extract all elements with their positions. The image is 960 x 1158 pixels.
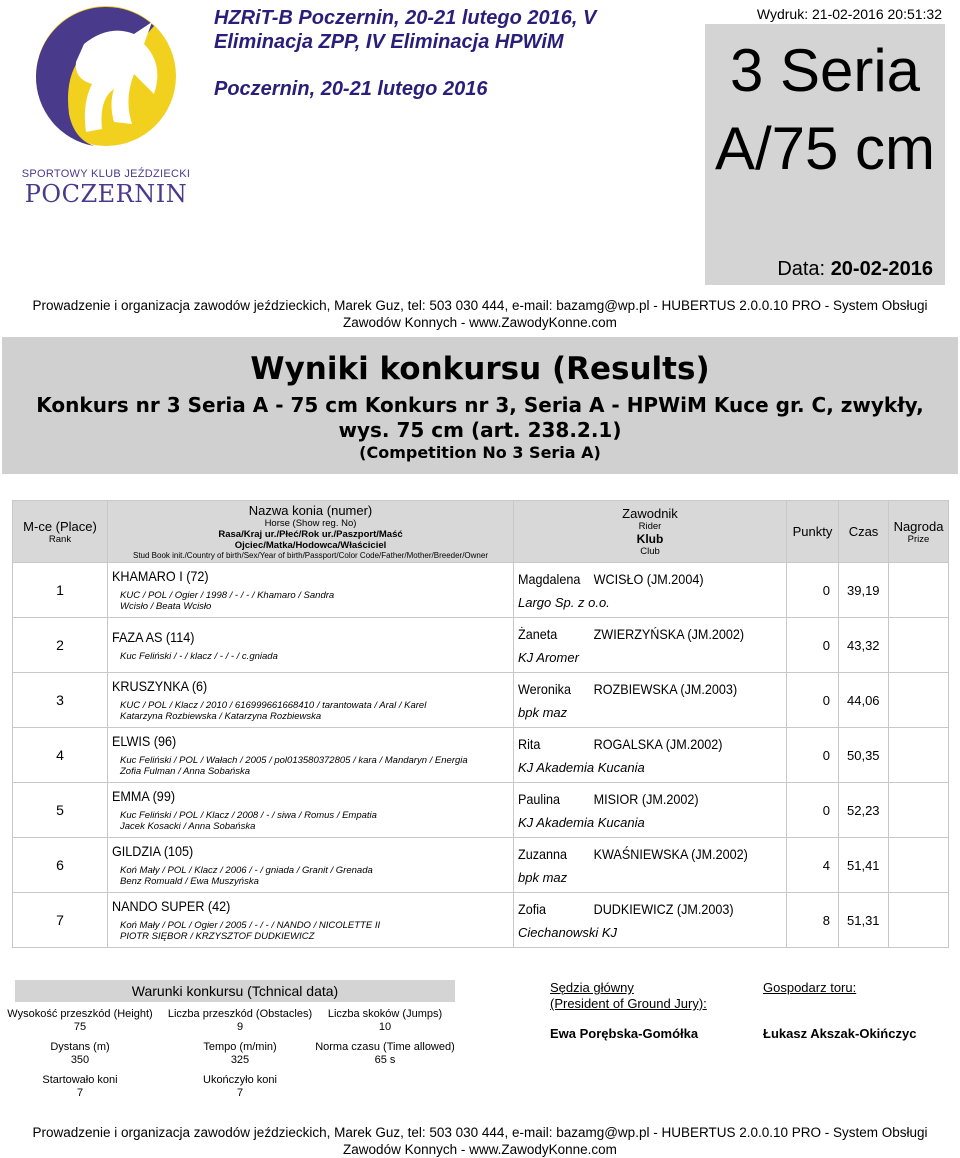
horse-details xyxy=(120,590,513,612)
rider-name xyxy=(518,626,759,642)
time-cell xyxy=(839,618,889,673)
rank: 3 xyxy=(56,692,64,708)
organizer-line2-bottom: Zawodów Konnych - www.ZawodyKonne.com xyxy=(343,1142,617,1157)
competition-number: (Competition No 3 Seria A) xyxy=(359,443,601,462)
event-subtitle: Poczernin, 20-21 lutego 2016 xyxy=(214,78,488,100)
rank: 4 xyxy=(56,747,64,763)
horse-name xyxy=(112,898,230,914)
horse-title: GILDZIA xyxy=(112,843,161,859)
horse-name xyxy=(112,629,194,645)
points-cell xyxy=(787,563,839,618)
points-cell xyxy=(787,618,839,673)
technical-data-title: Warunki konkursu (Tchnical data) xyxy=(15,980,455,1002)
time-cell xyxy=(839,563,889,618)
tech-distance-value: 350 xyxy=(70,1054,90,1066)
tech-time-allowed-value: 65 s xyxy=(374,1054,396,1066)
horse-name xyxy=(112,843,193,859)
horse-title: KRUSZYNKA xyxy=(112,678,189,694)
header-club-sub: Club xyxy=(640,546,660,557)
points: 4 xyxy=(822,857,830,873)
horse-name xyxy=(112,678,207,694)
rank-cell xyxy=(13,618,108,673)
header-horse-owner: Ojciec/Matka/Hodowca/Właściciel xyxy=(234,540,387,551)
horse-title: FAZA AS xyxy=(112,628,163,645)
points: 0 xyxy=(822,692,830,708)
rider-cell xyxy=(514,893,787,948)
prize-cell xyxy=(889,728,949,783)
header-rider-sub: Rider xyxy=(638,521,662,532)
rider-first-name: Rita xyxy=(518,735,541,752)
competition-name: Konkurs nr 3 Seria A - 75 cm Konkurs nr 3, Seria A - HPWiM Kuce gr. C, zwykły, wys. 75 cm (art. 238.2.1) xyxy=(36,393,924,442)
rider-last-name: DUDKIEWICZ (JM.2003) xyxy=(593,900,734,917)
tech-finished-label: Ukończyło koni xyxy=(203,1074,277,1086)
organizer-line1: Prowadzenie i organizacja zawodów jeździeckich, Marek Guz, tel: 503 030 444, e-mail: bazamg@wp.pl - HUBERTUS 2.0.0.10 PRO - System Obsługi xyxy=(32,298,928,313)
rider-name xyxy=(518,681,759,697)
judge-name: Ewa Porębska-Gomółka xyxy=(550,1026,699,1041)
course-designer-label: Gospodarz toru: xyxy=(763,980,857,995)
results-title: Wyniki konkursu (Results) xyxy=(250,351,710,387)
rank: 5 xyxy=(56,802,64,818)
judge-label xyxy=(550,980,707,1012)
tech-tempo-value: 325 xyxy=(230,1054,250,1066)
club-name: Largo Sp. z o.o. xyxy=(518,594,610,610)
horse-cell xyxy=(108,618,514,673)
header-prize-label: Nagroda xyxy=(893,518,944,534)
time: 44,06 xyxy=(847,692,880,708)
time: 51,31 xyxy=(847,912,880,928)
rider-cell xyxy=(514,838,787,893)
time-cell xyxy=(839,893,889,948)
horse-cell xyxy=(108,563,514,618)
rider-last-name: ZWIERZYŃSKA (JM.2002) xyxy=(593,625,745,642)
time: 52,23 xyxy=(847,802,880,818)
horse-logo-icon xyxy=(14,4,194,169)
header-points-label: Punkty xyxy=(792,524,833,539)
time: 51,41 xyxy=(847,857,880,873)
horse-details-line1: KUC / POL / Klacz / 2010 / 616999661668410 / tarantowata / Aral / Karel xyxy=(120,700,427,711)
rider-last-name: KWAŚNIEWSKA (JM.2002) xyxy=(593,845,748,862)
points-cell xyxy=(787,838,839,893)
tech-tempo-label: Tempo (m/min) xyxy=(203,1041,277,1053)
horse-details-line1: Kuc Feliński / POL / Klacz / 2008 / - / siwa / Romus / Empatia xyxy=(120,810,377,821)
points: 0 xyxy=(822,747,830,763)
technical-data xyxy=(7,980,455,1112)
club-name: KJ Aromer xyxy=(518,649,579,665)
points-cell xyxy=(787,673,839,728)
prize-cell xyxy=(889,673,949,728)
club-name: Ciechanowski KJ xyxy=(518,924,617,940)
rider-name xyxy=(518,791,759,807)
tech-height-label: Wysokość przeszkód (Height) xyxy=(7,1008,153,1020)
tech-tempo xyxy=(165,1041,315,1067)
rider-name xyxy=(518,846,759,862)
points: 8 xyxy=(822,912,830,928)
rider-cell xyxy=(514,673,787,728)
horse-details xyxy=(120,755,513,777)
tech-finished-value: 7 xyxy=(236,1087,244,1099)
horse-details xyxy=(120,651,513,662)
tech-started-label: Startowało koni xyxy=(42,1074,118,1086)
prize-cell xyxy=(889,783,949,838)
horse-details xyxy=(120,865,513,887)
horse-details xyxy=(120,810,513,832)
club-name: bpk maz xyxy=(518,704,568,720)
time-cell xyxy=(839,728,889,783)
time: 50,35 xyxy=(847,747,880,763)
rank-cell xyxy=(13,783,108,838)
rider-first-name: Zofia xyxy=(518,900,547,917)
horse-details-line1: Kuc Feliński / POL / Wałach / 2005 / pol013580372805 / kara / Mandaryn / Energia xyxy=(120,755,468,766)
horse-name xyxy=(112,733,176,749)
header-horse-label: Nazwa konia (numer) xyxy=(248,503,373,518)
judge-label-line1: Sędzia główny xyxy=(550,980,634,995)
rank-cell xyxy=(13,563,108,618)
rider-last-name: ROZBIEWSKA (JM.2003) xyxy=(593,680,738,697)
logo-caption-name: POCZERNIN xyxy=(24,180,188,208)
tech-obstacles-value: 9 xyxy=(236,1021,244,1033)
horse-details-line2: Katarzyna Rozbiewska / Katarzyna Rozbiewska xyxy=(120,711,322,722)
rider-cell xyxy=(514,563,787,618)
tech-started xyxy=(5,1074,155,1100)
rank-cell xyxy=(13,728,108,783)
horse-name xyxy=(112,788,175,804)
rider-name xyxy=(518,571,759,587)
horse-number: (72) xyxy=(186,568,209,584)
horse-cell xyxy=(108,728,514,783)
horse-details-line2: Wcisło / Beata Wcisło xyxy=(120,601,212,612)
tech-obstacles-label: Liczba przeszkód (Obstacles) xyxy=(167,1008,313,1020)
table-row xyxy=(13,783,949,838)
organizer-line2: Zawodów Konnych - www.ZawodyKonne.com xyxy=(343,315,617,330)
time: 43,32 xyxy=(847,637,880,653)
rider-first-name: Magdalena xyxy=(518,570,581,587)
horse-number: (96) xyxy=(153,733,177,749)
time-cell xyxy=(839,838,889,893)
horse-title: ELWIS xyxy=(112,733,151,749)
tech-obstacles xyxy=(165,1008,315,1034)
header-rider xyxy=(514,501,787,563)
tech-time-allowed-label: Norma czasu (Time allowed) xyxy=(315,1041,455,1053)
organizer-line1-bottom: Prowadzenie i organizacja zawodów jeździeckich, Marek Guz, tel: 503 030 444, e-mail: bazamg@wp.pl - HUBERTUS 2.0.0.10 PRO - System Obsługi xyxy=(32,1125,928,1140)
series-date-label: Data: xyxy=(777,258,826,280)
prize-cell xyxy=(889,838,949,893)
judge-label-line2: (President of Ground Jury): xyxy=(550,996,707,1011)
rank: 6 xyxy=(56,857,64,873)
horse-title: EMMA xyxy=(112,788,150,804)
horse-number: (99) xyxy=(152,788,176,804)
club-name: bpk maz xyxy=(518,869,568,885)
series-date-value: 20-02-2016 xyxy=(830,258,933,280)
horse-details-line1: Koń Mały / POL / Ogier / 2005 / - / - / NANDO / NICOLETTE II xyxy=(120,920,381,931)
header-horse xyxy=(108,501,514,563)
horse-number: (42) xyxy=(207,898,231,914)
event-title: HZRiT-B Poczernin, 20-21 lutego 2016, V Eliminacja ZPP, IV Eliminacja HPWiM xyxy=(214,7,597,53)
points-cell xyxy=(787,893,839,948)
points: 0 xyxy=(822,637,830,653)
horse-details xyxy=(120,700,513,722)
rider-first-name: Żaneta xyxy=(518,625,558,642)
header-horse-tiny: Stud Book init./Country of birth/Sex/Year of birth/Passport/Color Code/Father/Mother/Breeder/Owner xyxy=(133,551,488,560)
horse-details-line1: KUC / POL / Ogier / 1998 / - / - / Khamaro / Sandra xyxy=(120,590,335,601)
rank: 7 xyxy=(56,912,64,928)
horse-details-line1: Koń Mały / POL / Klacz / 2006 / - / gniada / Granit / Grenada xyxy=(120,865,373,876)
rider-cell xyxy=(514,618,787,673)
prize-cell xyxy=(889,618,949,673)
organizer-info-bottom xyxy=(30,1124,930,1158)
header-club-label: Klub xyxy=(636,532,664,546)
header-place xyxy=(13,501,108,563)
header-time xyxy=(839,501,889,563)
horse-number: (105) xyxy=(163,843,194,859)
horse-details-line2: PIOTR SIĘBOR / KRZYSZTOF DUDKIEWICZ xyxy=(120,931,315,942)
horse-number: (114) xyxy=(165,628,195,645)
header-horse-info: Rasa/Kraj ur./Płeć/Rok ur./Paszport/Maść xyxy=(218,529,403,540)
header-place-label: M-ce (Place) xyxy=(23,518,97,534)
series-name: 3 Seria A/75 cm xyxy=(714,37,936,182)
rank: 1 xyxy=(56,582,64,598)
prize-cell xyxy=(889,563,949,618)
rider-name xyxy=(518,901,759,917)
rider-last-name: ROGALSKA (JM.2002) xyxy=(593,735,723,752)
horse-cell xyxy=(108,783,514,838)
tech-distance xyxy=(5,1041,155,1067)
rider-last-name: MISIOR (JM.2002) xyxy=(593,790,699,807)
horse-details xyxy=(120,920,513,942)
rider-cell xyxy=(514,783,787,838)
horse-details-line2: Zofia Fulman / Anna Sobańska xyxy=(120,766,251,777)
table-row xyxy=(13,728,949,783)
header-rider-label: Zawodnik xyxy=(622,506,678,521)
tech-height xyxy=(5,1008,155,1034)
results-header xyxy=(2,337,958,474)
tech-jumps-value: 10 xyxy=(378,1021,392,1033)
header-horse-sub: Horse (Show reg. No) xyxy=(264,518,357,529)
table-row xyxy=(13,673,949,728)
horse-details-line1: Kuc Feliński / - / klacz / - / - / c.gniada xyxy=(120,650,278,662)
rank-cell xyxy=(13,673,108,728)
horse-cell xyxy=(108,673,514,728)
rider-first-name: Zuzanna xyxy=(518,845,568,862)
table-row xyxy=(13,838,949,893)
tech-distance-label: Dystans (m) xyxy=(50,1041,110,1053)
course-designer-name: Łukasz Akszak-Okińczyc xyxy=(763,1026,917,1041)
club-name: KJ Akademia Kucania xyxy=(518,814,645,830)
horse-number: (6) xyxy=(191,678,208,694)
points-cell xyxy=(787,783,839,838)
tech-time-allowed xyxy=(310,1041,460,1067)
logo-caption-top: SPORTOWY KLUB JEŹDZIECKI xyxy=(21,168,191,180)
time-cell xyxy=(839,673,889,728)
points: 0 xyxy=(822,582,830,598)
table-row xyxy=(13,893,949,948)
header-time-label: Czas xyxy=(848,524,879,539)
tech-started-value: 7 xyxy=(76,1087,84,1099)
tech-finished xyxy=(165,1074,315,1100)
prize-cell xyxy=(889,893,949,948)
header-prize xyxy=(889,501,949,563)
rank: 2 xyxy=(56,637,64,653)
series-date xyxy=(705,258,933,281)
rank-cell xyxy=(13,838,108,893)
organizer-info-top xyxy=(30,297,930,331)
tech-jumps-label: Liczba skoków (Jumps) xyxy=(327,1008,443,1020)
time-cell xyxy=(839,783,889,838)
rank-cell xyxy=(13,893,108,948)
points: 0 xyxy=(822,802,830,818)
horse-cell xyxy=(108,893,514,948)
header-place-sub: Rank xyxy=(48,533,72,545)
print-timestamp: Wydruk: 21-02-2016 20:51:32 xyxy=(756,6,942,22)
tech-height-value: 75 xyxy=(73,1021,87,1033)
rider-name xyxy=(518,736,759,752)
horse-name xyxy=(112,568,209,584)
horse-details-line2: Benz Romuald / Ewa Muszyńska xyxy=(120,876,259,887)
header-prize-sub: Prize xyxy=(907,533,930,545)
rider-last-name: WCISŁO (JM.2004) xyxy=(593,570,704,587)
club-name: KJ Akademia Kucania xyxy=(518,759,645,775)
points-cell xyxy=(787,728,839,783)
rider-cell xyxy=(514,728,787,783)
club-logo xyxy=(14,4,194,208)
horse-title: NANDO SUPER xyxy=(112,898,205,914)
rider-first-name: Weronika xyxy=(518,680,572,697)
time: 39,19 xyxy=(847,582,880,598)
table-row xyxy=(13,563,949,618)
rider-first-name: Paulina xyxy=(518,790,561,807)
horse-details-line2: Jacek Kosacki / Anna Sobańska xyxy=(120,821,256,832)
table-header-row xyxy=(13,501,949,563)
header-points xyxy=(787,501,839,563)
table-row xyxy=(13,618,949,673)
horse-cell xyxy=(108,838,514,893)
tech-jumps xyxy=(310,1008,460,1034)
horse-title: KHAMARO I xyxy=(112,568,183,584)
results-table xyxy=(12,500,949,948)
series-box xyxy=(705,24,945,285)
